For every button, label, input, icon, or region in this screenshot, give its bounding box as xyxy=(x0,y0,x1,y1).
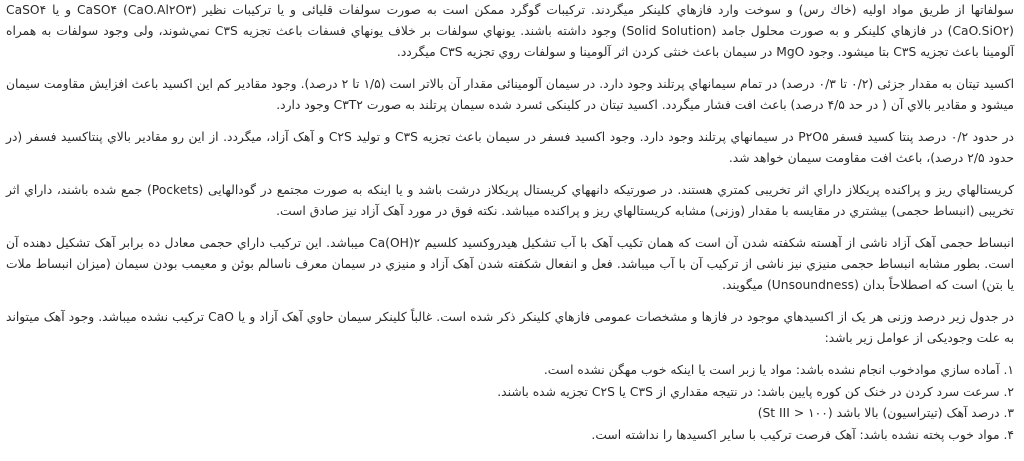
paragraph-titanium-oxide: اكسيد تيتان به مقدار جزئی (۰/۲ تا ۰/۳ درصد) در تمام سيمانهاي پرتلند وجود دارد. در سيمان آلومينائی مقدار آن بالاتر است (۱/۵ تا ۲ درصد). وجود مقادير كم اين اكسيد باعث افزايش مقاومت سيمان ميشود و مقادير بالاي آن ( در حد ۴/۵ درصد) باعث افت فشار ميگردد. اكسيد تيتان در كلينكی ئسرد شده سيمان پرتلند به صورت C۳T۲ وجود دارد. xyxy=(6,77,1014,112)
paragraph-sulfates: سولفاتها از طريق مواد اوليه (خاك رس) و سوخت وارد فازهاي كلينكر ميگردند. تركيبات گوگرد ممكن است به صورت سولفات قليائى و يا تركيبات نظير CaSO۴ (CaO.Al۲O۳) و يا CaSO۴ (CaO.SiO۲) در فازهاي كلينكر و به صورت محلول جامد (Solid Solution) وجود داشته باشند. يونهاي سولفات بر خلاف يونهاي فسفات باعث تجزيه C۳S نمي‌شوند، ولی وجود سولفات به همراه آلومينا باعث تجزيه C۳S بتا ميشود. وجود MgO در سيمان باعث خنثی كردن اثر آلومينا و سولفات روي تجزيه C۳S ميگردد. xyxy=(6,3,1014,59)
list-item: ۴. مواد خوب پخته نشده باشد: آهک فرصت تركيب با ساير اكسيدها را نداشته است. xyxy=(591,427,1014,442)
paragraph-periclase: كريستالهاي ريز و پراكنده پريكلاز داراي اثر تخريبی كمتري هستند. در صورتيكه دانههاي كريستال پريكلاز درشت باشد و يا اينكه به صورت مجتمع در گودالهايی (Pockets) جمع شده باشند، داراي اثر تخريبی (انبساط حجمی) بيشتري در مقايسه با مقدار (وزنی) مشابه كريستالهاي ريز و پراكنده ميباشد. نكته فوق در مورد آهک آزاد نيز صادق است. xyxy=(6,183,1015,218)
paragraph-phosphorus-oxide: در حدود ۰/۲ درصد پنتا كسيد فسفر P۲O۵ در سيمانهاي پرتلند وجود دارد. وجود اكسيد فسفر در سيمان باعث تجزيه C۳S و توليد C۲S و آهک آزاد، ميگردد. از اين رو مقادير بالاي پنتاكسيد فسفر (در حدود ۲/۵ درصد)، باعث افت مقاومت سيمان خواهد شد. xyxy=(6,130,1015,165)
paragraph-free-lime-expansion: انبساط حجمی آهک آزاد ناشی از آهسته شكفته شدن آن است كه همان تكيب آهک با آب تشكيل هيدروكسيد كلسيم Ca(OH)۲ ميباشد. اين تركيب داراي حجمی معادل ده برابر آهک تشكيل دهنده آن است. بطور مشابه انبساط حجمی منيزي نيز ناشی از تركيب آن با آب ميباشد. فعل و انفعال شكفته شدن آهک آزاد و منيزي در سيمان معرف ناسالم بوئن و معيمب بودن سيمان (ميزان انبساط ملات يا بتن) است كه اصطلاحاً بدان (Unsoundness) ميگويند. xyxy=(6,236,1014,292)
list-item: ۱. آماده سازي موادخوب انجام نشده باشد: مواد يا زبر است يا اينكه خوب مهگن نشده است. xyxy=(543,363,1014,377)
free-lime-causes-list xyxy=(6,360,1014,446)
list-item: ۲. سرعت سرد كردن در خنک كن كوره پايين باشد: در نتيجه مقداري از C۳S يا C۲S تجزيه شده باشند. xyxy=(497,384,1014,399)
list-item: ۳. درصد آهک (تيتراسيون) بالا باشد (St III > ۱۰۰) xyxy=(757,406,1014,420)
paragraph-free-lime-causes-intro: در جدول زير درصد وزنی هر يک از اكسيدهاي موجود در فازها و مشخصات عمومی فازهاي كلينكر ذكر شده است. غالباً كلينكر سيمان حاوي آهک آزاد و يا CaO تركيب نشده ميباشد. وجود آهک ميتواند به علت وجودیكی از عوامل زير باشد: xyxy=(6,310,1014,345)
